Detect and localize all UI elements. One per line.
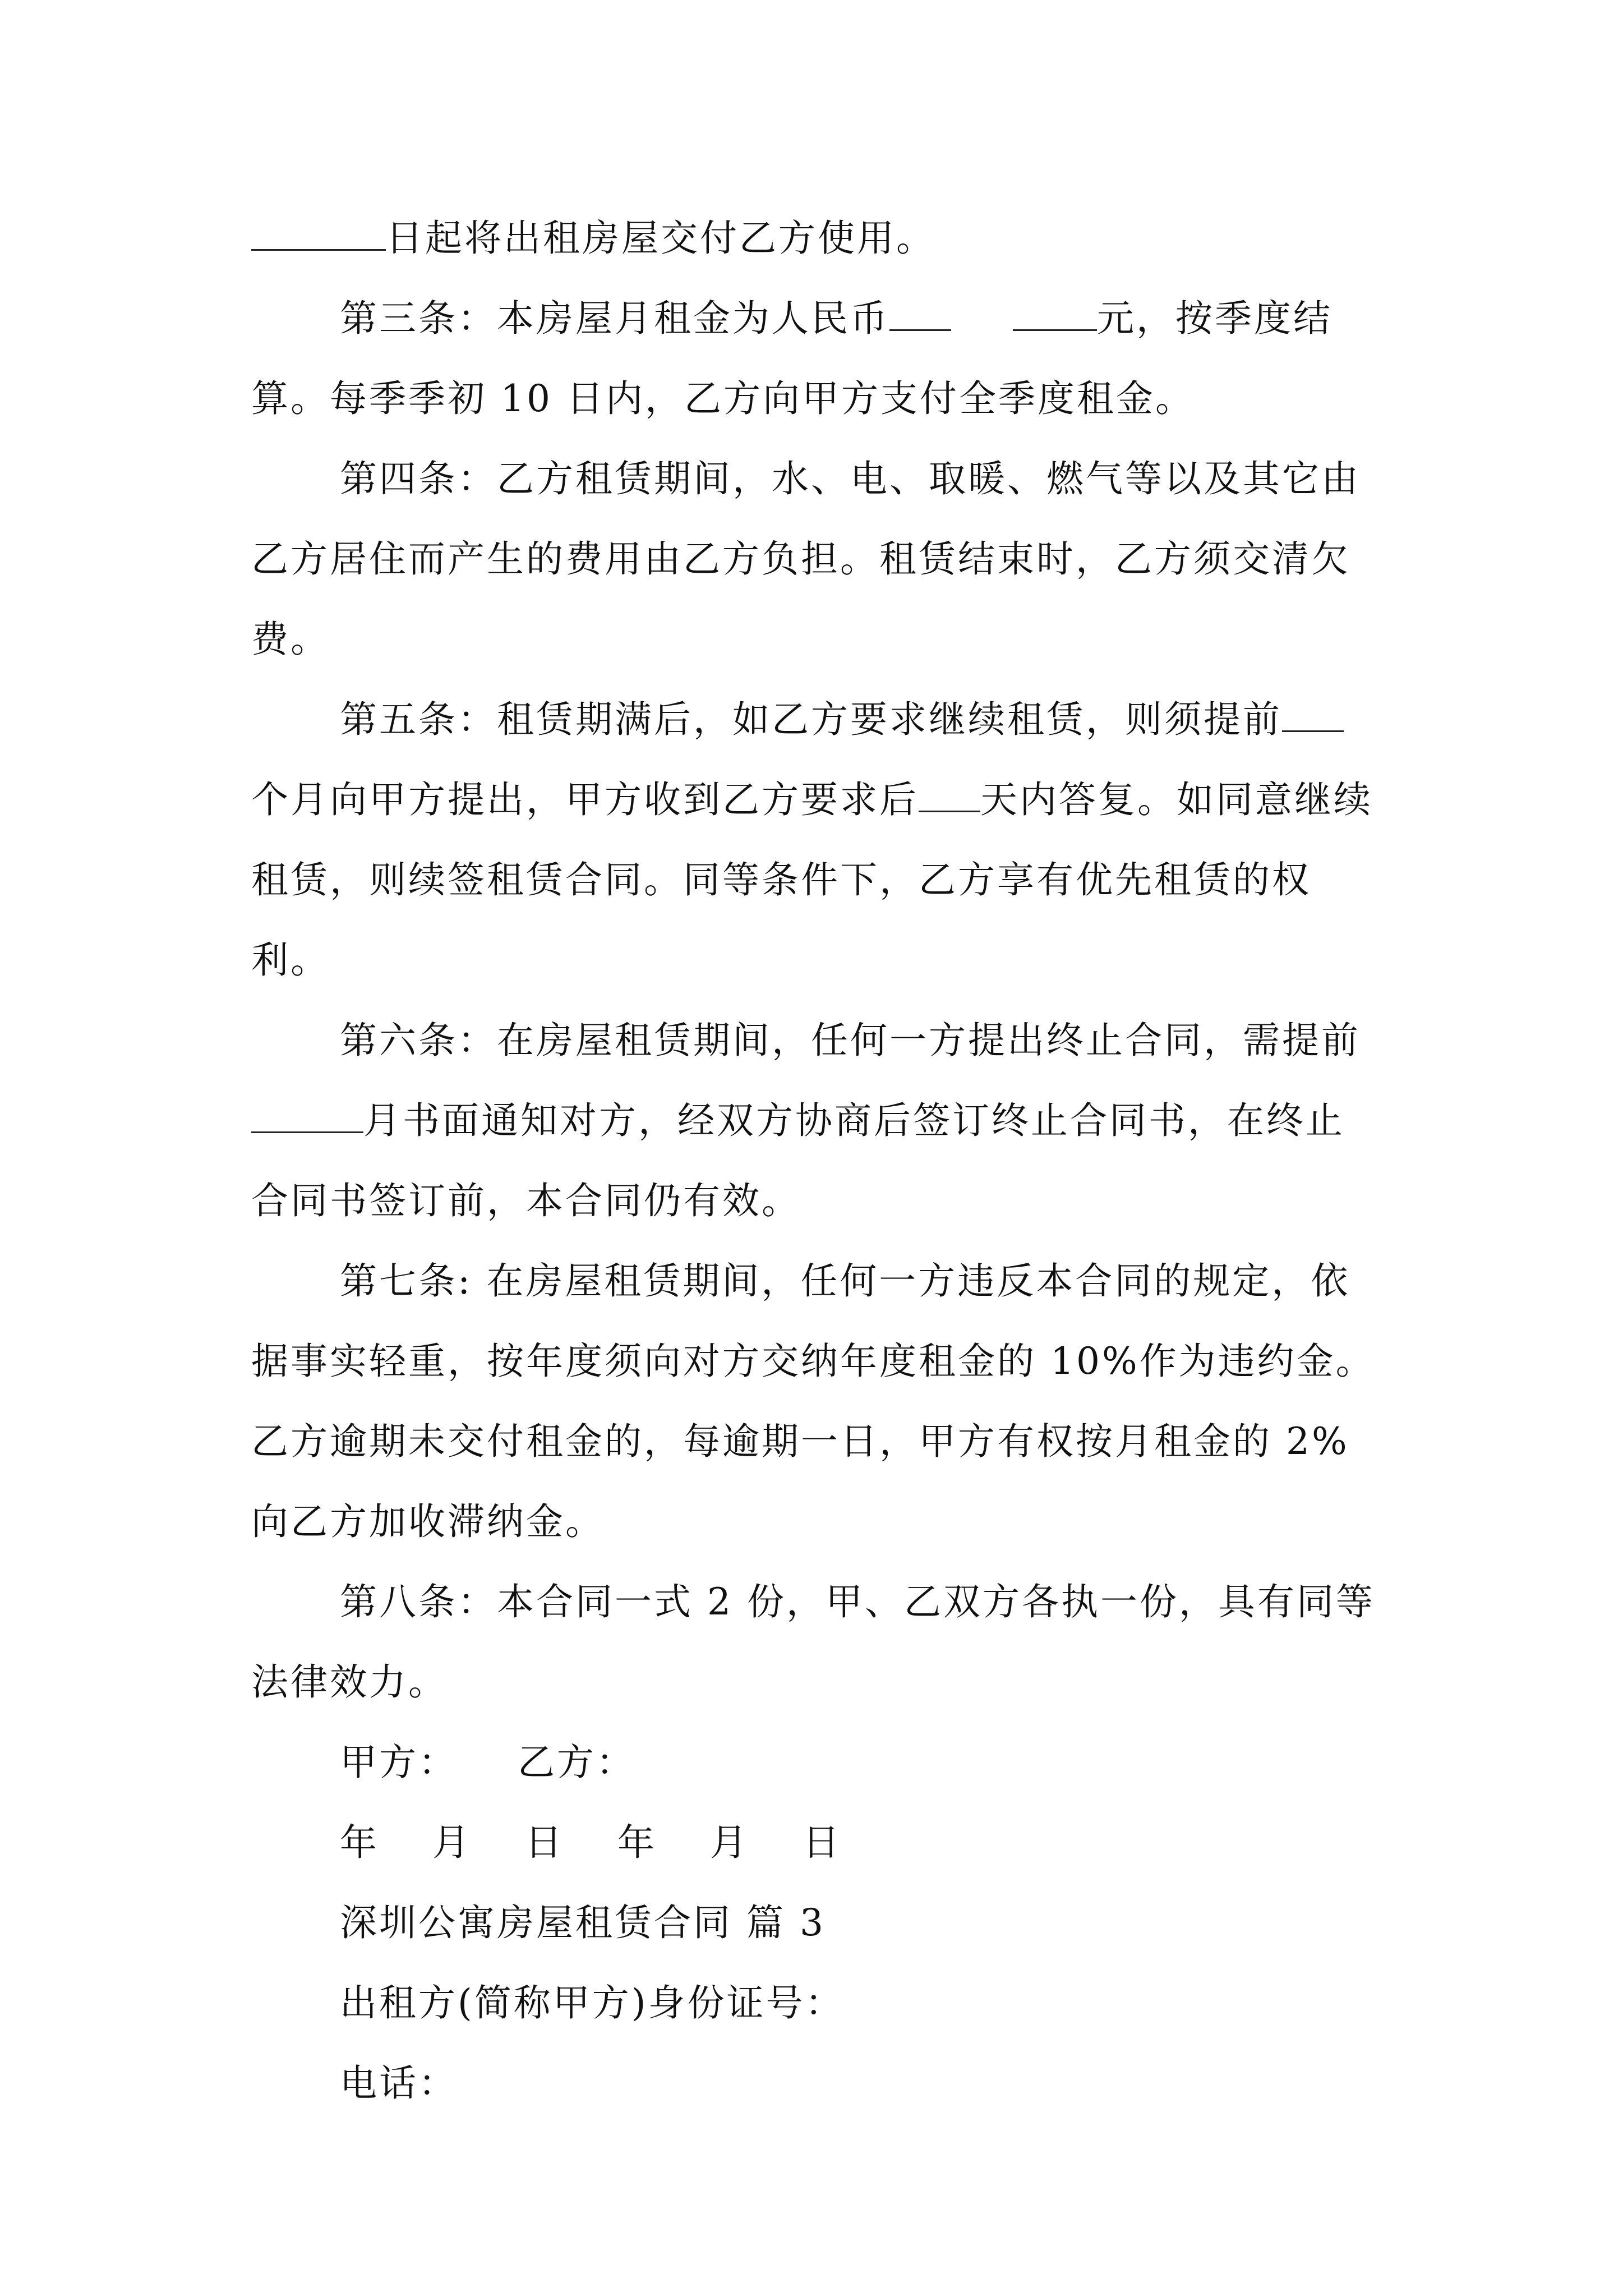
article-5-part3: 天内答复。如同意继续租赁，则续签租赁合同。同等条件下，乙方享有优先租赁的权利。 bbox=[251, 778, 1373, 982]
paragraph-continuation bbox=[251, 198, 1378, 278]
blank-field bbox=[1282, 693, 1344, 732]
article-6 bbox=[251, 1000, 1378, 1241]
article-5-part2: 个月向甲方提出，甲方收到乙方要求后 bbox=[251, 778, 919, 821]
article-7: 第七条: 在房屋租赁期间，任何一方违反本合同的规定，依据事实轻重，按年度须向对方交纳年度租金的 10%作为违约金。乙方逾期未交付租金的，每逾期一日，甲方有权按月租金的 2%向乙方加收滞纳金。 bbox=[251, 1259, 1375, 1543]
continuation-text: 日起将出租房屋交付乙方使用。 bbox=[386, 217, 935, 260]
blank-field bbox=[919, 774, 980, 812]
article-6-part1: 第六条：在房屋租赁期间，任何一方提出终止合同，需提前 bbox=[340, 1019, 1361, 1062]
document-body bbox=[251, 198, 1378, 2123]
blank-gap bbox=[951, 294, 1013, 331]
blank-field bbox=[889, 292, 951, 331]
blank-field bbox=[251, 212, 386, 251]
article-3 bbox=[251, 278, 1378, 439]
lessor-id-line: 出租方(简称甲方)身份证号： bbox=[340, 1981, 845, 2024]
article-8: 第八条：本合同一式 2 份，甲、乙双方各执一份，具有同等法律效力。 bbox=[251, 1580, 1375, 1704]
blank-field bbox=[251, 1094, 363, 1133]
article-3-part1: 第三条：本房屋月租金为人民币 bbox=[340, 297, 889, 340]
blank-field bbox=[1013, 292, 1097, 331]
article-5-part1: 第五条：租赁期满后，如乙方要求继续租赁，则须提前 bbox=[340, 698, 1282, 741]
article-5 bbox=[251, 679, 1378, 1000]
article-3-part2: 元，按季度结算。每季季初 10 日内，乙方向甲方支付全季度租金。 bbox=[251, 297, 1332, 420]
signature-line: 甲方： 乙方： bbox=[340, 1741, 635, 1784]
section-title: 深圳公寓房屋租赁合同 篇 3 bbox=[340, 1901, 826, 1944]
date-line: 年 月 日 年 月 日 bbox=[340, 1821, 842, 1864]
article-4: 第四条：乙方租赁期间，水、电、取暖、燃气等以及其它由乙方居住而产生的费用由乙方负担。租赁结束时，乙方须交清欠费。 bbox=[251, 457, 1361, 661]
article-6-part2: 月书面通知对方，经双方协商后签订终止合同书，在终止合同书签订前，本合同仍有效。 bbox=[251, 1099, 1345, 1222]
phone-line: 电话： bbox=[340, 2062, 458, 2105]
